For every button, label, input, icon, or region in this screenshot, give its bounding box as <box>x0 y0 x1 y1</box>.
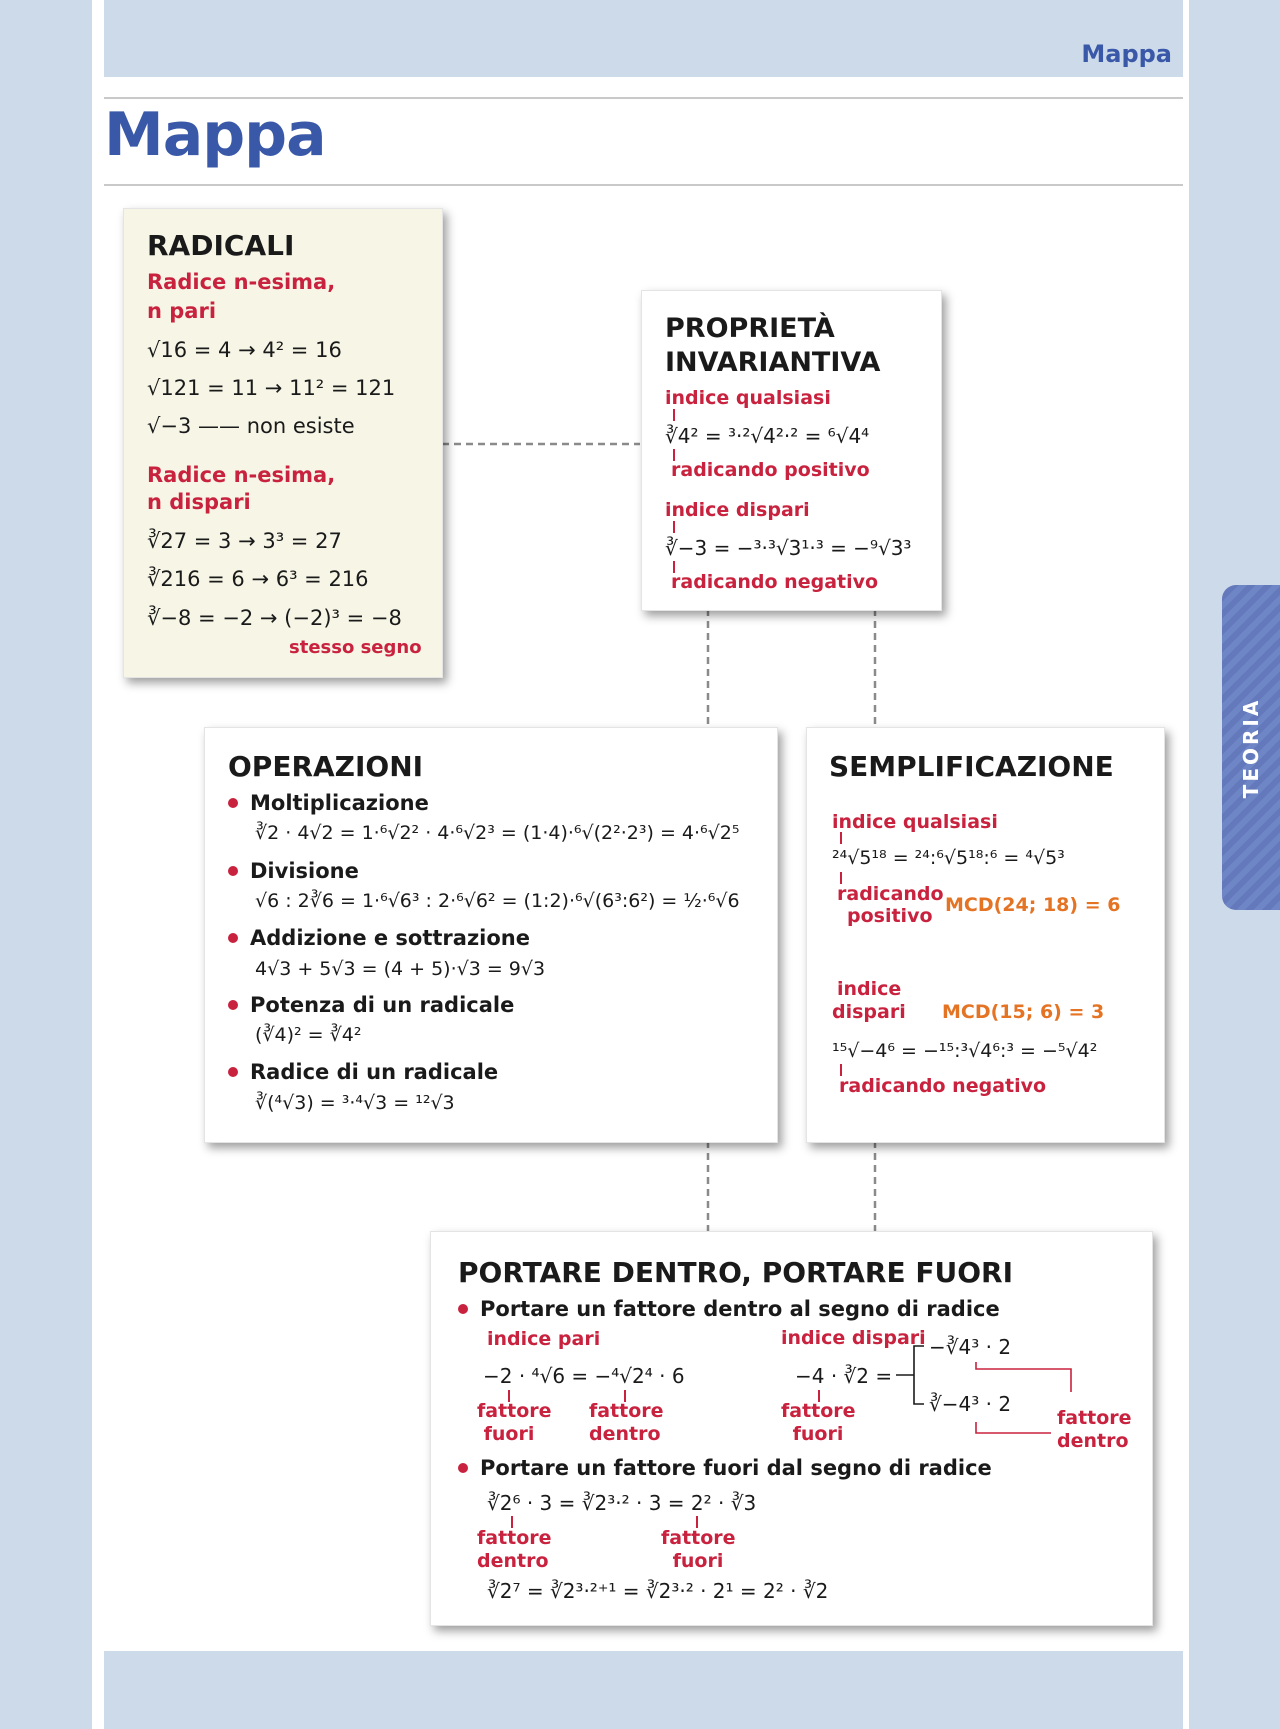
portare-bullet-2 <box>458 1456 992 1480</box>
odd-row-3: ∛−8 = −2 → (−2)³ = −8 <box>147 606 402 630</box>
label-any-index: indice qualsiasi <box>832 811 998 833</box>
label-fattore-dentro: fattore dentro <box>589 1400 664 1445</box>
label-fattore-fuori: fattore fuori <box>477 1400 552 1445</box>
bullet-2-text: Portare un fattore fuori dal segno di radice <box>480 1456 992 1480</box>
op-formula: (∛4)² = ∛4² <box>255 1024 362 1046</box>
op-name: Potenza di un radicale <box>250 993 515 1017</box>
label-fattore-fuori: fattore fuori <box>781 1400 856 1445</box>
op-name: Divisione <box>250 859 359 883</box>
odd-label-2: n dispari <box>147 490 251 514</box>
bullet-dot <box>228 866 238 876</box>
mcd-2: MCD(15; 6) = 3 <box>942 1001 1105 1023</box>
side-tab-label: TEORIA <box>1239 697 1263 798</box>
formula-invariant-1: ∛4² = ³·²√4²·² = ⁶√4⁴ <box>665 424 870 448</box>
label-even-index: indice pari <box>487 1328 601 1350</box>
bullet-dot <box>228 1067 238 1077</box>
label-positive-1: radicando <box>837 883 944 905</box>
op-item <box>228 791 429 815</box>
label-fattore-fuori: fattore fuori <box>661 1527 736 1572</box>
even-row-3: √−3 —— non esiste <box>147 414 355 438</box>
radicali-title: RADICALI <box>147 229 295 262</box>
formula-out-1: ∛2⁶ · 3 = ∛2³·² · 3 = 2² · ∛3 <box>487 1491 757 1515</box>
odd-row-2: ∛216 = 6 → 6³ = 216 <box>147 567 369 591</box>
op-item <box>228 926 530 950</box>
label-negative: radicando negativo <box>671 571 879 593</box>
proprieta-box <box>641 290 942 611</box>
op-name: Moltiplicazione <box>250 791 429 815</box>
pointer-tick <box>673 521 675 533</box>
label-odd-index: indice dispari <box>781 1327 926 1349</box>
formula-simplify-2: ¹⁵√−4⁶ = −¹⁵:³√4⁶:³ = −⁵√4² <box>832 1040 1098 1062</box>
label-odd-2: dispari <box>832 1001 906 1023</box>
odd-label-1: Radice n-esima, <box>147 463 336 487</box>
odd-row-1: ∛27 = 3 → 3³ = 27 <box>147 529 342 553</box>
bullet-1-text: Portare un fattore dentro al segno di radice <box>480 1297 1000 1321</box>
operazioni-box <box>204 727 778 1143</box>
pointer-tick <box>840 832 842 844</box>
op-formula: ∛(⁴√3) = ³·⁴√3 = ¹²√3 <box>255 1092 455 1114</box>
formula-invariant-2: ∛−3 = −³·³√3¹·³ = −⁹√3³ <box>665 536 912 560</box>
branch-1: −∛4³ · 2 <box>929 1335 1012 1359</box>
op-formula: √6 : 2∛6 = 1·⁶√6³ : 2·⁶√6² = (1:2)·⁶√(6³:6²) = ½·⁶√6 <box>255 890 740 912</box>
pointer-tick <box>673 409 675 421</box>
bullet-dot <box>458 1304 468 1314</box>
label-odd-index: indice dispari <box>665 499 810 521</box>
proprieta-title-2: INVARIANTIVA <box>665 347 881 378</box>
formula-out-2: ∛2⁷ = ∛2³·²⁺¹ = ∛2³·² · 2¹ = 2² · ∛2 <box>487 1579 829 1603</box>
page-title: Mappa <box>104 100 326 170</box>
semplificazione-box <box>806 727 1165 1143</box>
label-any-index: indice qualsiasi <box>665 387 831 409</box>
label-fattore-dentro: fattore dentro <box>1057 1407 1132 1452</box>
op-name: Addizione e sottrazione <box>250 926 530 950</box>
label-positive-2: positivo <box>847 905 933 927</box>
bullet-dot <box>228 933 238 943</box>
proprieta-title-1: PROPRIETÀ <box>665 313 835 344</box>
label-positive: radicando positivo <box>671 459 870 481</box>
op-name: Radice di un radicale <box>250 1060 499 1084</box>
op-item <box>228 993 514 1017</box>
even-label-2: n pari <box>147 299 217 323</box>
bullet-dot <box>458 1463 468 1473</box>
op-item <box>228 1060 498 1084</box>
even-row-2: √121 = 11 → 11² = 121 <box>147 376 396 400</box>
label-negative: radicando negativo <box>839 1075 1047 1097</box>
bullet-dot <box>228 798 238 808</box>
formula-simplify-1: ²⁴√5¹⁸ = ²⁴:⁶√5¹⁸:⁶ = ⁴√5³ <box>832 847 1065 869</box>
radicali-box <box>123 208 443 678</box>
label-odd-1: indice <box>837 978 902 1000</box>
portare-title: PORTARE DENTRO, PORTARE FUORI <box>458 1256 1013 1289</box>
note-stesso-segno: stesso segno <box>289 637 422 658</box>
even-label-1: Radice n-esima, <box>147 270 336 294</box>
mcd-1: MCD(24; 18) = 6 <box>945 894 1121 916</box>
even-row-1: √16 = 4 → 4² = 16 <box>147 338 342 362</box>
label-fattore-dentro: fattore dentro <box>477 1527 552 1572</box>
op-formula: ∛2 · 4√2 = 1·⁶√2² · 4·⁶√2³ = (1·4)·⁶√(2²·2³) = 4·⁶√2⁵ <box>255 822 740 844</box>
operazioni-title: OPERAZIONI <box>228 750 424 783</box>
semplificazione-title: SEMPLIFICAZIONE <box>829 750 1114 783</box>
op-item <box>228 859 359 883</box>
op-formula: 4√3 + 5√3 = (4 + 5)·√3 = 9√3 <box>255 958 546 980</box>
formula-in-odd: −4 · ∛2 = <box>795 1364 893 1388</box>
formula-in-even: −2 · ⁴√6 = −⁴√2⁴ · 6 <box>483 1364 685 1388</box>
portare-box <box>430 1231 1153 1626</box>
bullet-dot <box>228 1000 238 1010</box>
portare-bullet-1 <box>458 1297 1000 1321</box>
branch-2: ∛−4³ · 2 <box>929 1392 1012 1416</box>
breadcrumb: Mappa <box>1081 40 1172 68</box>
